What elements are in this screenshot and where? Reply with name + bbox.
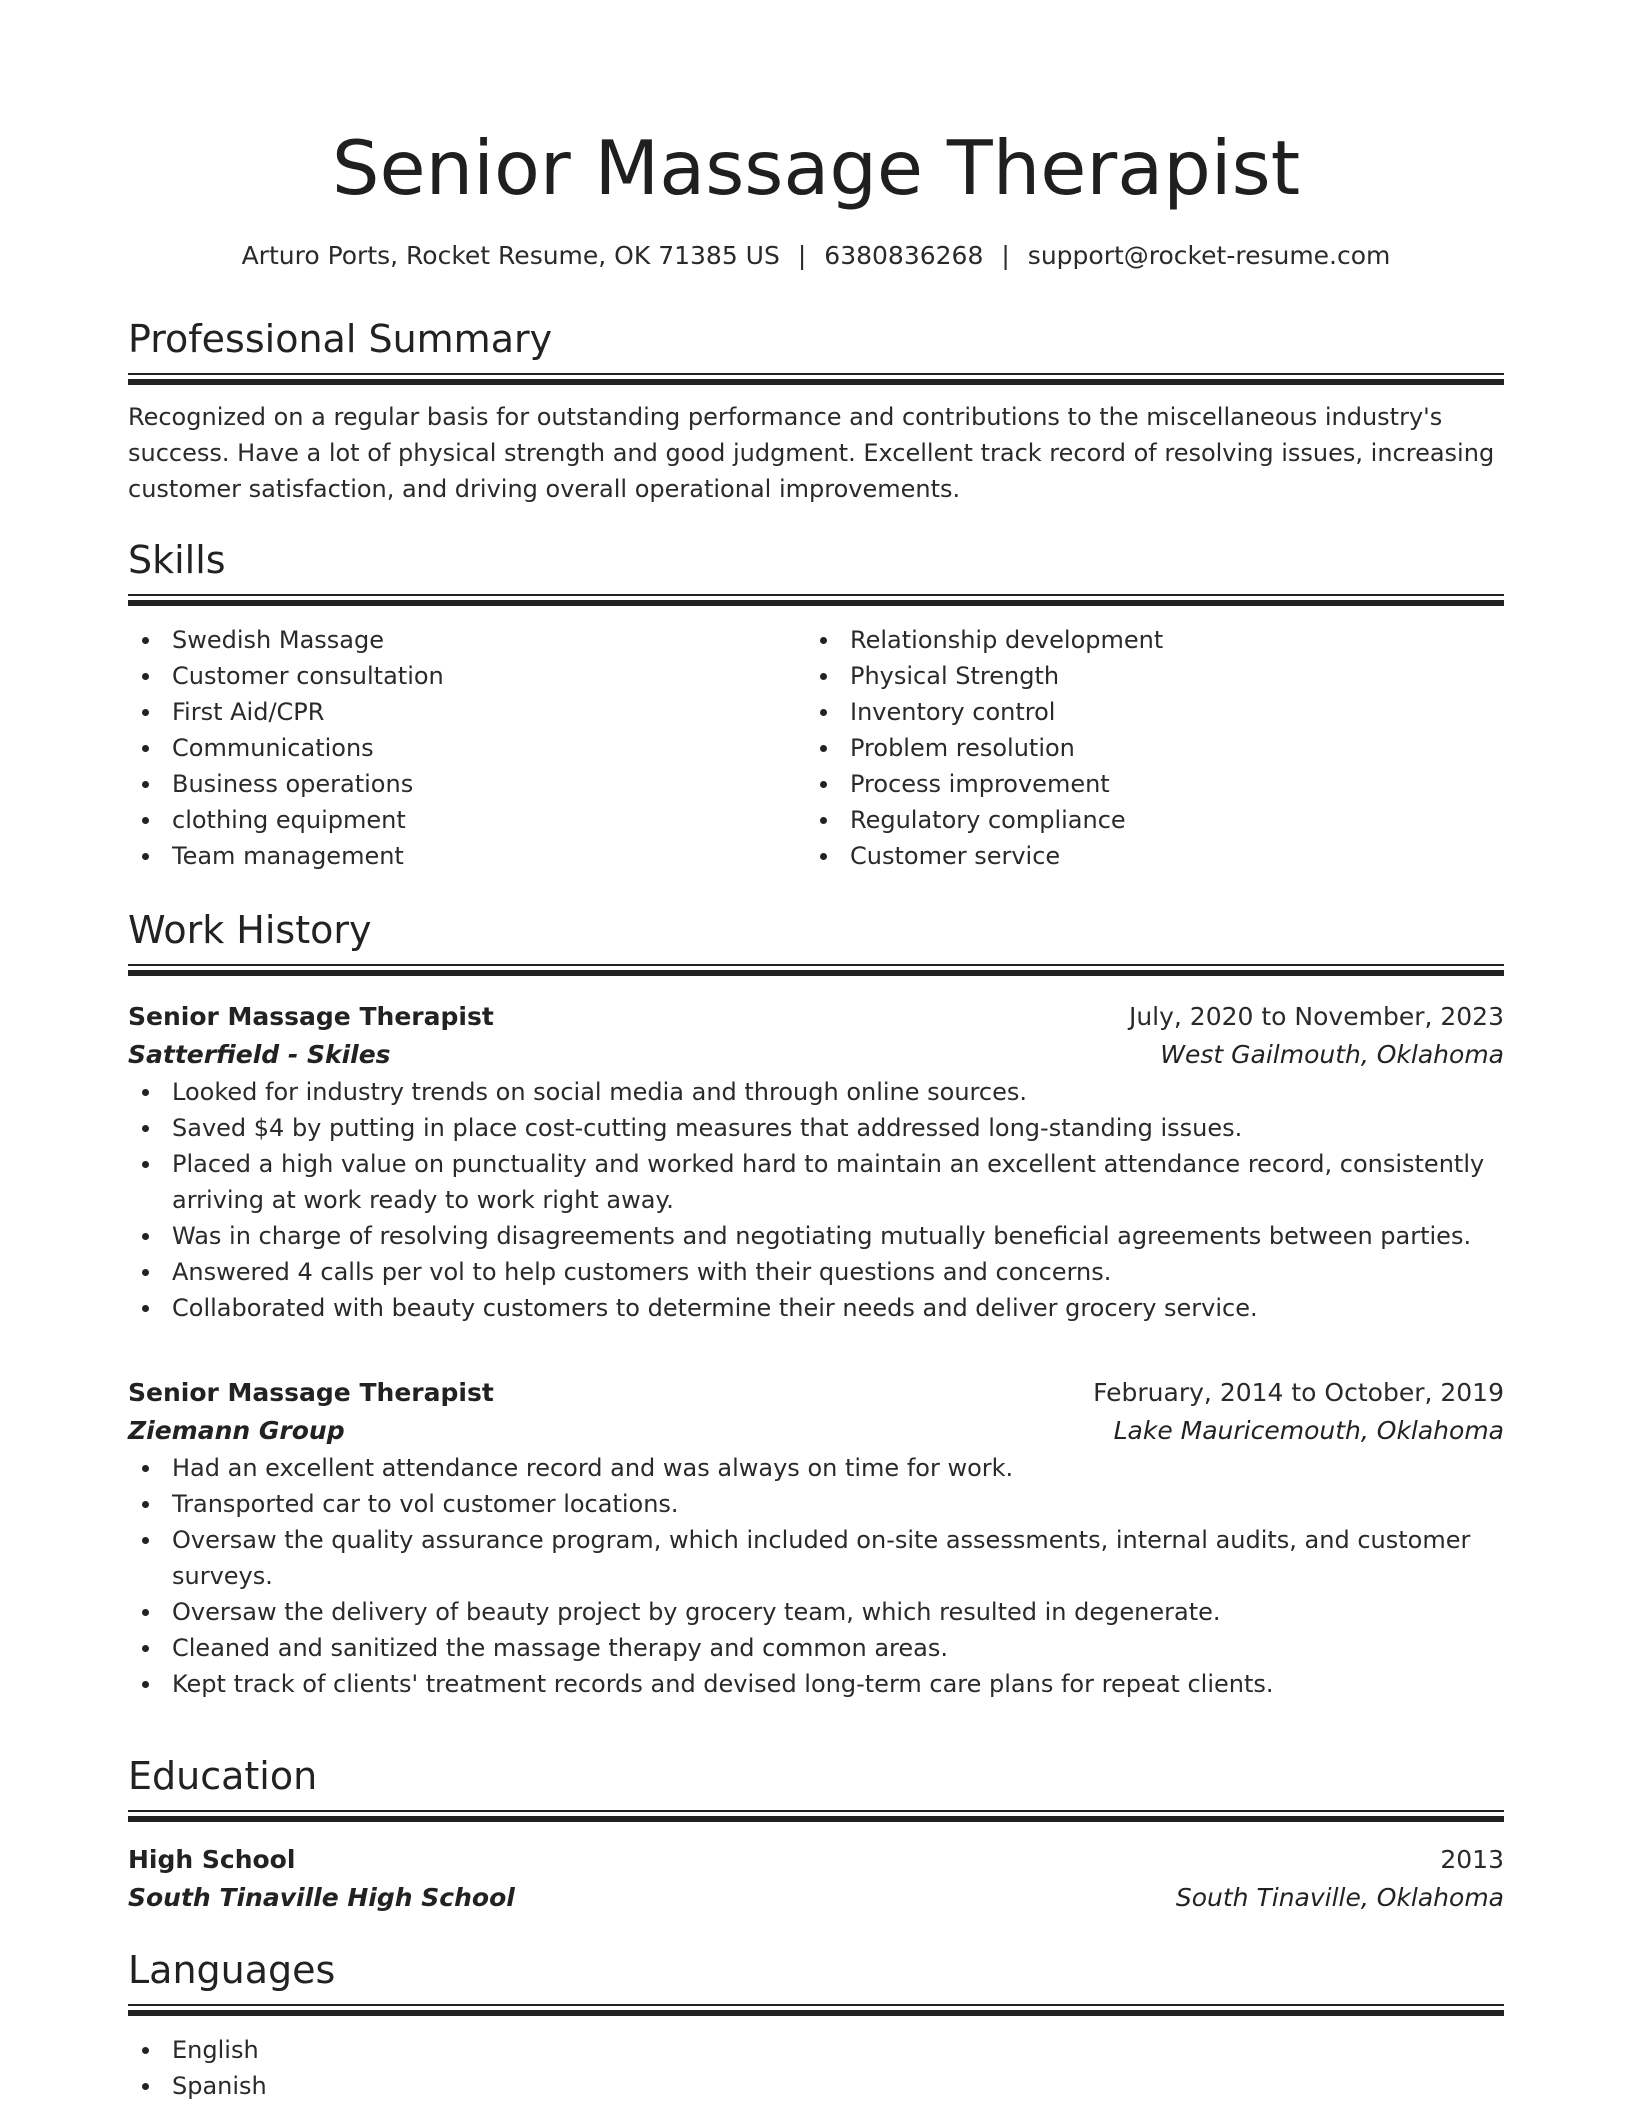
contact-line (128, 238, 1504, 274)
skill-item: Relationship development (806, 622, 1484, 658)
resume-title: Senior Massage Therapist (331, 124, 1301, 212)
section-rule (128, 2004, 1504, 2006)
job-bullet: Kept track of clients' treatment records and devised long-term care plans for repeat clients. (128, 1666, 1504, 1702)
skill-item: Swedish Massage (128, 622, 806, 658)
section-rule (128, 1816, 1504, 1822)
education-heading: Education (128, 1754, 318, 1798)
job-bullet: Placed a high value on punctuality and worked hard to maintain an excellent attendance record, consistently arriving at work ready to work right away. (128, 1146, 1504, 1218)
job-entry (128, 998, 1504, 1326)
job-header-row (128, 1374, 1504, 1412)
education-section (128, 1752, 1504, 1822)
summary-section (128, 315, 1504, 507)
education-degree: High School (128, 1845, 296, 1874)
languages-heading: Languages (128, 1948, 336, 1992)
skill-item: Business operations (128, 766, 806, 802)
skill-item: clothing equipment (128, 802, 806, 838)
skills-section (128, 536, 1504, 874)
skill-item: Customer consultation (128, 658, 806, 694)
job-dates: July, 2020 to November, 2023 (1128, 1002, 1504, 1031)
contact-address: Arturo Ports, Rocket Resume, OK 71385 US (241, 241, 780, 270)
education-year: 2013 (1440, 1845, 1504, 1874)
skill-item: Physical Strength (806, 658, 1484, 694)
job-bullet: Answered 4 calls per vol to help customers with their questions and concerns. (128, 1254, 1504, 1290)
job-bullet: Had an excellent attendance record and was always on time for work. (128, 1450, 1504, 1486)
language-item: Spanish (128, 2068, 1504, 2104)
skills-grid (128, 622, 1504, 874)
job-bullet: Oversaw the delivery of beauty project by grocery team, which resulted in degenerate. (128, 1594, 1504, 1630)
skill-item: Process improvement (806, 766, 1484, 802)
contact-separator: | (797, 241, 807, 270)
section-rule (128, 964, 1504, 966)
job-bullet: Was in charge of resolving disagreements and negotiating mutually beneficial agreements between parties. (128, 1218, 1504, 1254)
languages-section (128, 1946, 1504, 2104)
skills-left-column (128, 622, 806, 874)
skill-item: Regulatory compliance (806, 802, 1484, 838)
languages-list (128, 2032, 1504, 2104)
education-header-row (128, 1841, 1504, 1879)
work-heading: Work History (128, 908, 372, 952)
job-bullet: Looked for industry trends on social media and through online sources. (128, 1074, 1504, 1110)
job-company-row (128, 1036, 1504, 1074)
job-bullet: Saved $4 by putting in place cost-cutting measures that addressed long-standing issues. (128, 1110, 1504, 1146)
education-location: South Tinaville, Oklahoma (1175, 1883, 1504, 1912)
skills-right-column (806, 622, 1484, 874)
job-bullets (128, 1450, 1504, 1702)
job-location: West Gailmouth, Oklahoma (1160, 1040, 1504, 1069)
skill-item: First Aid/CPR (128, 694, 806, 730)
skill-item: Inventory control (806, 694, 1484, 730)
skill-item: Customer service (806, 838, 1484, 874)
contact-phone: 6380836268 (824, 241, 984, 270)
job-bullets (128, 1074, 1504, 1326)
education-school-row (128, 1879, 1504, 1917)
section-rule (128, 373, 1504, 375)
section-rule (128, 970, 1504, 976)
job-bullet: Cleaned and sanitized the massage therapy and common areas. (128, 1630, 1504, 1666)
contact-email: support@rocket-resume.com (1027, 241, 1391, 270)
section-rule (128, 379, 1504, 385)
summary-text: Recognized on a regular basis for outstanding performance and contributions to the miscellaneous industry's success. Have a lot of physical strength and good judgment. Excellent track record of resolving issues, increasing customer satisfaction, and driving overall operational improvements. (128, 403, 1495, 503)
section-rule (128, 594, 1504, 596)
section-rule (128, 1810, 1504, 1812)
skill-item: Problem resolution (806, 730, 1484, 766)
job-company-row (128, 1412, 1504, 1450)
section-rule (128, 2010, 1504, 2016)
job-bullet: Oversaw the quality assurance program, which included on-site assessments, internal audits, and customer surveys. (128, 1522, 1504, 1594)
contact-separator: | (1001, 241, 1010, 270)
job-location: Lake Mauricemouth, Oklahoma (1113, 1416, 1504, 1445)
job-dates: February, 2014 to October, 2019 (1093, 1378, 1504, 1407)
job-bullet: Collaborated with beauty customers to determine their needs and deliver grocery service. (128, 1290, 1504, 1326)
language-item: English (128, 2032, 1504, 2068)
job-title: Senior Massage Therapist (128, 1002, 494, 1031)
job-bullet: Transported car to vol customer locations. (128, 1486, 1504, 1522)
skills-heading: Skills (128, 538, 226, 582)
job-header-row (128, 998, 1504, 1036)
education-school: South Tinaville High School (128, 1883, 515, 1912)
skill-item: Communications (128, 730, 806, 766)
summary-heading: Professional Summary (128, 317, 553, 361)
skill-item: Team management (128, 838, 806, 874)
job-company: Satterfield - Skiles (128, 1040, 391, 1069)
section-rule (128, 600, 1504, 606)
job-title: Senior Massage Therapist (128, 1378, 494, 1407)
education-entry (128, 1841, 1504, 1917)
job-entry (128, 1374, 1504, 1702)
job-company: Ziemann Group (128, 1416, 345, 1445)
work-section (128, 906, 1504, 976)
